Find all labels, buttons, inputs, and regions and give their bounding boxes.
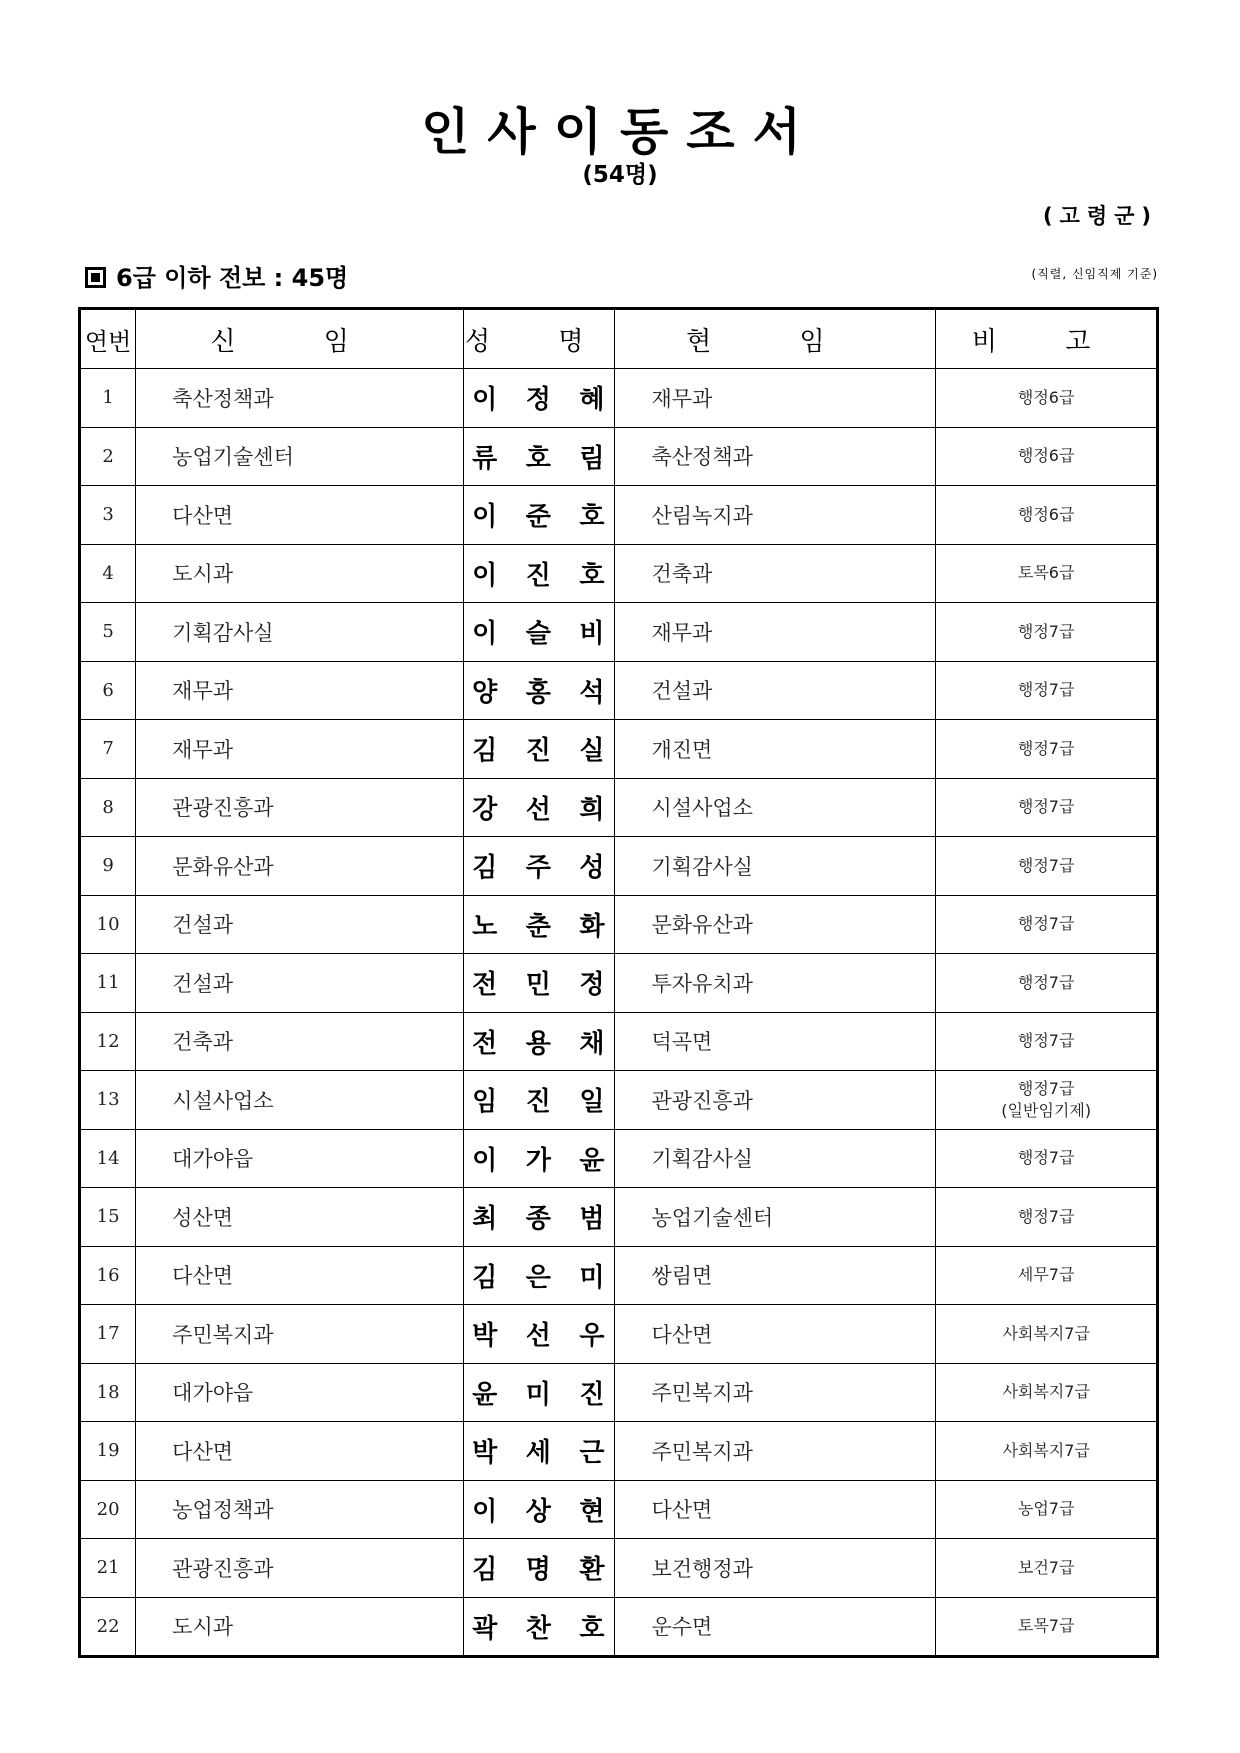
row-number: 11 [80,954,136,1013]
person-name: 곽 찬 호 [472,1613,605,1644]
person-name: 강 선 희 [472,794,605,825]
new-post-cell: 농업기술센터 [136,427,464,486]
remark-extra: (일반임기제) [1001,1100,1092,1120]
remark-cell [936,427,1158,486]
row-number: 13 [80,1071,136,1130]
row-number: 9 [80,837,136,896]
row-number: 22 [80,1597,136,1657]
current-post-cell: 기획감사실 [615,837,936,896]
current-post-cell: 문화유산과 [615,895,936,954]
row-number: 8 [80,778,136,837]
remark-cell [936,895,1158,954]
name-cell [464,603,615,662]
name-cell [464,895,615,954]
new-post-cell: 건축과 [136,1012,464,1071]
header-name: 성 명 [464,309,615,369]
remark-grade: 토목6급 [1017,563,1075,583]
remark-grade: 행정7급 [1017,738,1075,758]
remark-grade: 행정7급 [1017,621,1075,641]
name-cell [464,1188,615,1247]
current-post-cell: 개진면 [615,720,936,779]
remark-cell [936,1012,1158,1071]
square-bullet-icon [85,267,106,288]
new-post-cell: 농업정책과 [136,1480,464,1539]
new-post-cell: 건설과 [136,895,464,954]
table-row [80,1188,1158,1247]
person-name: 김 명 환 [472,1555,605,1586]
section-heading-text: 6급 이하 전보 : 45명 [116,264,349,292]
current-post-cell: 시설사업소 [615,778,936,837]
table-row [80,1480,1158,1539]
table-row [80,1246,1158,1305]
current-post-cell: 기획감사실 [615,1129,936,1188]
remark-grade: 사회복지7급 [1002,1382,1090,1402]
table-row [80,369,1158,428]
row-number: 21 [80,1539,136,1598]
remark-cell [936,486,1158,545]
name-cell [464,1129,615,1188]
name-cell [464,720,615,779]
remark-grade: 행정6급 [1017,446,1075,466]
remark-cell [936,1071,1158,1130]
current-post-cell: 보건행정과 [615,1539,936,1598]
current-post-cell: 산림녹지과 [615,486,936,545]
new-post-cell: 축산정책과 [136,369,464,428]
remark-cell [936,1597,1158,1657]
table-row [80,895,1158,954]
remark-grade: 행정7급 [1017,1031,1075,1051]
row-number: 6 [80,661,136,720]
current-post-cell: 덕곡면 [615,1012,936,1071]
table-row [80,1012,1158,1071]
current-post-cell: 다산면 [615,1305,936,1364]
current-post-cell: 운수면 [615,1597,936,1657]
person-name: 최 종 범 [472,1204,605,1235]
person-name: 양 홍 석 [472,677,605,708]
name-cell [464,778,615,837]
header-new-post: 신 임 [136,309,464,369]
person-name: 김 주 성 [472,853,605,884]
remark-cell [936,1129,1158,1188]
row-number: 7 [80,720,136,779]
new-post-cell: 문화유산과 [136,837,464,896]
name-cell [464,1363,615,1422]
row-number: 5 [80,603,136,662]
person-name: 임 진 일 [472,1087,605,1118]
row-number: 14 [80,1129,136,1188]
row-number: 16 [80,1246,136,1305]
new-post-cell: 주민복지과 [136,1305,464,1364]
remark-cell [936,1246,1158,1305]
person-name: 이 상 현 [472,1496,605,1527]
name-cell [464,1246,615,1305]
remark-grade: 행정7급 [1017,972,1075,992]
row-number: 3 [80,486,136,545]
remark-cell [936,603,1158,662]
row-number: 1 [80,369,136,428]
remark-grade: 사회복지7급 [1002,1440,1090,1460]
remark-cell [936,837,1158,896]
name-cell [464,1422,615,1481]
table-row [80,837,1158,896]
remark-grade: 행정7급 [1017,1078,1075,1098]
name-cell [464,1305,615,1364]
person-name: 이 가 윤 [472,1145,605,1176]
remark-grade: 행정7급 [1017,797,1075,817]
row-number: 18 [80,1363,136,1422]
name-cell [464,1012,615,1071]
remark-cell [936,720,1158,779]
document-title: 인사이동조서 [421,103,819,161]
remark-grade: 사회복지7급 [1002,1323,1090,1343]
current-post-cell: 축산정책과 [615,427,936,486]
section-heading [85,258,348,293]
remark-grade: 행정7급 [1017,680,1075,700]
name-cell [464,427,615,486]
remark-grade: 행정7급 [1017,1148,1075,1168]
table-row [80,778,1158,837]
remark-cell [936,544,1158,603]
remark-cell [936,1539,1158,1598]
table-row [80,1597,1158,1657]
new-post-cell: 대가야읍 [136,1363,464,1422]
person-name: 박 세 근 [472,1438,605,1469]
new-post-cell: 대가야읍 [136,1129,464,1188]
new-post-cell: 다산면 [136,1422,464,1481]
table-row [80,1129,1158,1188]
person-name: 이 준 호 [472,502,605,533]
name-cell [464,486,615,545]
new-post-cell: 관광진흥과 [136,1539,464,1598]
current-post-cell: 건설과 [615,661,936,720]
remark-grade: 농업7급 [1017,1499,1075,1519]
organization-name: (고령군) [1042,204,1158,228]
name-cell [464,1480,615,1539]
header-remark: 비 고 [936,309,1158,369]
remark-grade: 행정7급 [1017,914,1075,934]
current-post-cell: 쌍림면 [615,1246,936,1305]
table-row [80,603,1158,662]
table-row [80,1422,1158,1481]
total-count: (54명) [582,162,658,188]
table-row [80,486,1158,545]
table-row [80,1071,1158,1130]
header-number: 연번 [80,309,136,369]
remark-grade: 토목7급 [1017,1616,1075,1636]
remark-cell [936,1480,1158,1539]
current-post-cell: 투자유치과 [615,954,936,1013]
new-post-cell: 재무과 [136,720,464,779]
remark-grade: 행정6급 [1017,504,1075,524]
remark-cell [936,954,1158,1013]
current-post-cell: 다산면 [615,1480,936,1539]
remark-cell [936,778,1158,837]
remark-grade: 보건7급 [1017,1557,1075,1577]
table-header-row [80,309,1158,369]
current-post-cell: 재무과 [615,603,936,662]
table-row [80,661,1158,720]
person-name: 김 은 미 [472,1262,605,1293]
row-number: 15 [80,1188,136,1247]
name-cell [464,1597,615,1657]
person-name: 윤 미 진 [472,1379,605,1410]
new-post-cell: 기획감사실 [136,603,464,662]
person-name: 이 진 호 [472,560,605,591]
current-post-cell: 재무과 [615,369,936,428]
name-cell [464,1539,615,1598]
current-post-cell: 관광진흥과 [615,1071,936,1130]
row-number: 4 [80,544,136,603]
section-basis-note: (직렬, 신임직제 기준) [1031,267,1158,281]
remark-cell [936,1363,1158,1422]
row-number: 19 [80,1422,136,1481]
table-row [80,544,1158,603]
new-post-cell: 관광진흥과 [136,778,464,837]
person-name: 박 선 우 [472,1321,605,1352]
table-row [80,954,1158,1013]
person-name: 이 정 혜 [472,385,605,416]
new-post-cell: 건설과 [136,954,464,1013]
person-name: 전 용 채 [472,1028,605,1059]
remark-grade: 행정7급 [1017,1206,1075,1226]
remark-grade: 행정7급 [1017,855,1075,875]
current-post-cell: 농업기술센터 [615,1188,936,1247]
remark-cell [936,1305,1158,1364]
table-row [80,1305,1158,1364]
person-name: 류 호 림 [472,443,605,474]
new-post-cell: 성산면 [136,1188,464,1247]
row-number: 17 [80,1305,136,1364]
person-name: 이 슬 비 [472,619,605,650]
header-current-post: 현 임 [615,309,936,369]
personnel-table [78,307,1159,1658]
remark-grade: 행정6급 [1017,387,1075,407]
new-post-cell: 재무과 [136,661,464,720]
table-row [80,720,1158,779]
person-name: 김 진 실 [472,736,605,767]
remark-cell [936,1422,1158,1481]
remark-cell [936,1188,1158,1247]
remark-grade: 세무7급 [1017,1265,1075,1285]
name-cell [464,544,615,603]
new-post-cell: 도시과 [136,1597,464,1657]
new-post-cell: 다산면 [136,1246,464,1305]
current-post-cell: 주민복지과 [615,1422,936,1481]
new-post-cell: 도시과 [136,544,464,603]
current-post-cell: 건축과 [615,544,936,603]
name-cell [464,661,615,720]
name-cell [464,837,615,896]
table-row [80,427,1158,486]
row-number: 20 [80,1480,136,1539]
name-cell [464,954,615,1013]
remark-cell [936,369,1158,428]
person-name: 노 춘 화 [472,911,605,942]
person-name: 전 민 정 [472,970,605,1001]
table-row [80,1363,1158,1422]
current-post-cell: 주민복지과 [615,1363,936,1422]
name-cell [464,369,615,428]
new-post-cell: 시설사업소 [136,1071,464,1130]
row-number: 2 [80,427,136,486]
new-post-cell: 다산면 [136,486,464,545]
row-number: 10 [80,895,136,954]
remark-cell [936,661,1158,720]
row-number: 12 [80,1012,136,1071]
table-row [80,1539,1158,1598]
name-cell [464,1071,615,1130]
